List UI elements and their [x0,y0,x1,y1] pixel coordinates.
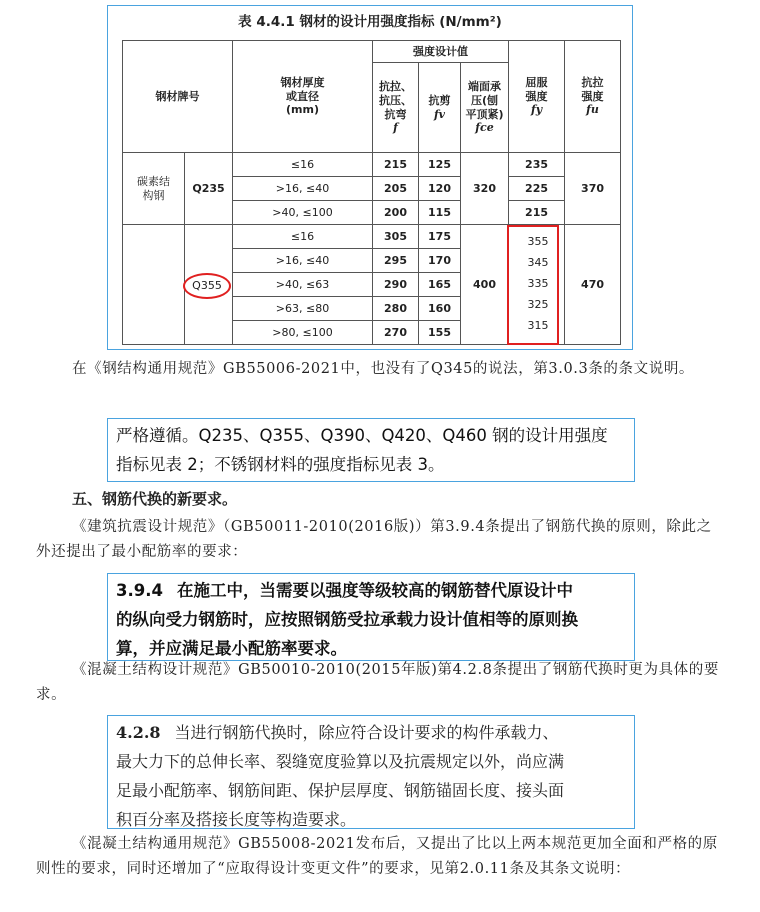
category-blank [123,225,185,345]
grade-q355-cell [185,225,233,345]
cell-fv: 155 [419,321,461,345]
cell-fy-q355 [509,225,565,345]
cell-f: 215 [373,153,419,177]
grade-q355-circled: Q355 [183,273,231,299]
cell-fv: 170 [419,249,461,273]
cell-thickness: >80, ≤100 [233,321,373,345]
fy-value: 315 [527,319,549,333]
paragraph-gb55006: 在《钢结构通用规范》GB55006-2021中，也没有了Q345的说法，第3.0.3条的条文说明。 [72,361,695,377]
cell-thickness: >63, ≤80 [233,297,373,321]
header-bearing: 端面承 压(刨 平顶紧) fce [461,63,509,153]
cell-f: 305 [373,225,419,249]
cell-f: 290 [373,273,419,297]
section-heading-rebar-substitution: 五、钢筋代换的新要求。 [72,490,238,508]
cell-thickness: >40, ≤100 [233,201,373,225]
table-title: 表 4.4.1 钢材的设计用强度指标 (N/mm²) [238,14,502,30]
cell-fu-q355: 470 [565,225,621,345]
cell-f: 205 [373,177,419,201]
quote-text: 严格遵循。Q235、Q355、Q390、Q420、Q460 钢的设计用强度 指标见表 2；不锈钢材料的强度指标见表 3。 [116,426,608,474]
fy-value: 345 [527,255,549,269]
header-yield: 屈服 强度 fy [509,41,565,153]
cell-f: 295 [373,249,419,273]
quote-text: 3.9.4 在施工中，当需要以强度等级较高的钢筋替代原设计中 的纵向受力钢筋时，应按照钢筋受拉承载力设计值相等的原则换 算，并应满足最小配筋率要求。 [116,581,578,658]
cell-thickness: >16, ≤40 [233,177,373,201]
cell-fv: 165 [419,273,461,297]
clause-number: 4.2.8 [116,723,161,742]
cell-fv: 115 [419,201,461,225]
header-design-values: 强度设计值 [373,41,509,63]
cell-fce-q235: 320 [461,153,509,225]
paragraph-gb50010: 《混凝土结构设计规范》GB50010-2010(2015年版)第4.2.8条提出了钢筋代换时更为具体的要求。 [36,662,719,703]
quote-gb55006-clause [107,418,635,482]
quote-gb50010-clause [107,715,635,829]
cell-f: 280 [373,297,419,321]
quote-text: 4.2.8 当进行钢筋代换时，除应符合设计要求的构件承载力、 最大力下的总伸长率、裂缝宽度验算以及抗震规定以外，尚应满 足最小配筋率、钢筋间距、保护层厚度、钢筋锚固长度、接头面 积百分率及搭接长度等构造要求。 [116,723,565,829]
cell-thickness: >40, ≤63 [233,273,373,297]
header-ultimate: 抗拉 强度 fu [565,41,621,153]
steel-strength-table [122,40,621,345]
header-tension: 抗拉、 抗压、 抗弯 f [373,63,419,153]
cell-thickness: ≤16 [233,153,373,177]
cell-fv: 175 [419,225,461,249]
cell-fy: 215 [509,201,565,225]
steel-strength-table-figure [107,5,633,350]
cell-fce-q355: 400 [461,225,509,345]
fy-value: 325 [527,298,549,312]
cell-fy: 235 [509,153,565,177]
cell-fv: 160 [419,297,461,321]
header-grade: 钢材牌号 [123,41,233,153]
paragraph-gb50011: 《建筑抗震设计规范》（GB50011-2010(2016版)）第3.9.4条提出了钢筋代换的原则，除此之外还提出了最小配筋率的要求： [36,519,712,560]
cell-f: 200 [373,201,419,225]
clause-number: 3.9.4 [116,581,163,600]
fy-value: 335 [527,277,549,291]
quote-gb50011-clause [107,573,635,661]
grade-q235: Q235 [185,153,233,225]
table-row [123,153,621,177]
paragraph-gb55008: 《混凝土结构通用规范》GB55008-2021发布后，又提出了比以上两本规范更加全面和严格的原则性的要求，同时还增加了“应取得设计变更文件”的要求，见第2.0.11条及其条文说明： [36,836,718,877]
table-row [123,225,621,249]
cell-thickness: ≤16 [233,225,373,249]
cell-thickness: >16, ≤40 [233,249,373,273]
cell-fv: 125 [419,153,461,177]
cell-fv: 120 [419,177,461,201]
header-thickness: 钢材厚度 或直径 (mm) [233,41,373,153]
yield-values-highlight [507,225,559,345]
category-carbon-steel: 碳素结 构钢 [123,153,185,225]
cell-fy: 225 [509,177,565,201]
cell-fu-q235: 370 [565,153,621,225]
fy-value: 355 [527,234,549,248]
header-shear: 抗剪 fv [419,63,461,153]
cell-f: 270 [373,321,419,345]
